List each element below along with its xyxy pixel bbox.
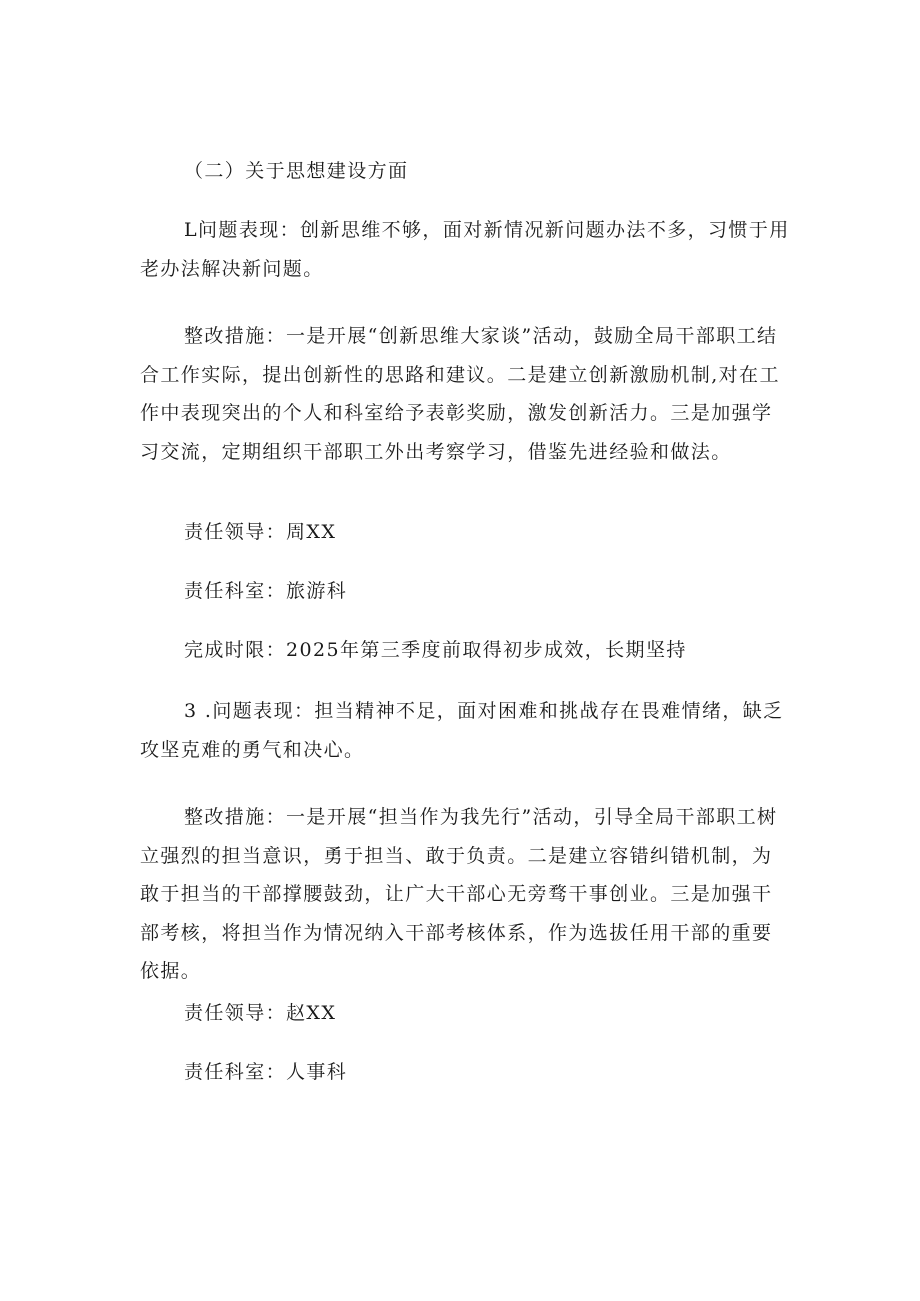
responsible-leader-2: 责任领导：赵XX — [184, 1002, 337, 1024]
problem-paragraph-2: 3 .问题表现：担当精神不足，面对困难和挑战存在畏难情绪，缺乏攻坚克难的勇气和决心。 — [140, 700, 784, 761]
measures-paragraph-2: 整改措施：一是开展“担当作为我先行”活动，引导全局干部职工树立强烈的担当意识，勇于担当、敢于负责。二是建立容错纠错机制，为敢于担当的干部撑腰鼓劲，让广大干部心无旁骛干事创业。三是加强干部考核，将担当作为情况纳入干部考核体系，作为选拔任用干部的重要依据。 — [140, 806, 778, 982]
deadline-1: 完成时限：2025年第三季度前取得初步成效，长期坚持 — [184, 639, 687, 661]
measures-paragraph-1: 整改措施：一是开展“创新思维大家谈”活动，鼓励全局干部职工结合工作实际，提出创新性的思路和建议。二是建立创新激励机制,对在工作中表现突出的个人和科室给予表彰奖励，激发创新活力。三是加强学习交流，定期组织干部职工外出考察学习，借鉴先进经验和做法。 — [140, 325, 780, 463]
responsible-department-2: 责任科室：人事科 — [184, 1061, 348, 1083]
responsible-leader-1: 责任领导：周XX — [184, 521, 337, 543]
responsible-department-1: 责任科室：旅游科 — [184, 580, 348, 602]
section-heading: （二）关于思想建设方面 — [184, 160, 409, 182]
problem-paragraph-1: L问题表现：创新思维不够，面对新情况新问题办法不多，习惯于用老办法解决新问题。 — [140, 219, 790, 280]
